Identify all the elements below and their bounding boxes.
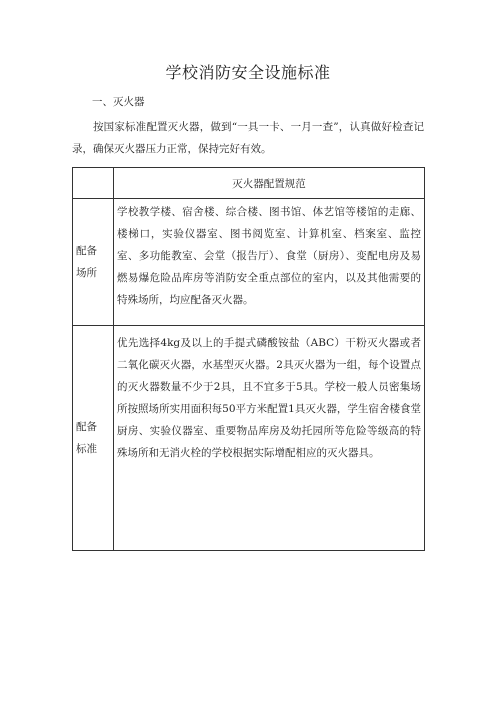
row-label-cell (73, 199, 114, 326)
table-header-blank-cell (73, 168, 114, 199)
row-content-cell: 优先选择4kg及以上的手提式磷酸铵盐（ABC）干粉灭火器或者二氧化碳灭火器，水基型灭火器。2具灭火器为一组，每个设置点的灭火器数量不少于2具，且不宜多于5具。学校一般人员密集场所按照场所实用面积每50平方米配置1具灭火器，学生宿舍楼食堂厨房、实验仪器室、重要物品库房及幼托园所等危险等级高的特殊场所和无消火栓的学校根据实际增配相应的灭火器具。 (114, 326, 425, 551)
table-header-cell: 灭火器配置规范 (114, 168, 425, 199)
row-label-cell (73, 326, 114, 551)
row-label-line: 配备 (76, 245, 97, 257)
row-content-cell: 学校教学楼、宿舍楼、综合楼、图书馆、体艺馆等楼馆的走廊、楼梯口，实验仪器室、图书阅览室、计算机室、档案室、监控室、多功能教室、会堂（报告厅）、食堂（厨房）、变配电房及易燃易爆危险品库房等消防安全重点部位的室内，以及其他需要的特殊场所，均应配备灭火器。 (114, 199, 425, 326)
section-heading: 一、灭火器 (92, 96, 145, 108)
page-title: 学校消防安全设施标准 (165, 63, 331, 82)
row-label-line: 场所 (76, 267, 97, 279)
table-row (73, 199, 425, 326)
table-header-row (73, 168, 425, 199)
row-label-line: 配备 (76, 421, 97, 433)
intro-paragraph: 按国家标准配置灭火器，做到“一具一卡、一月一查”，认真做好检查记录，确保灭火器压力正常，保持完好有效。 (72, 121, 424, 155)
row-label-line: 标准 (76, 443, 97, 455)
table-row (73, 326, 425, 551)
extinguisher-spec-table (72, 167, 425, 551)
